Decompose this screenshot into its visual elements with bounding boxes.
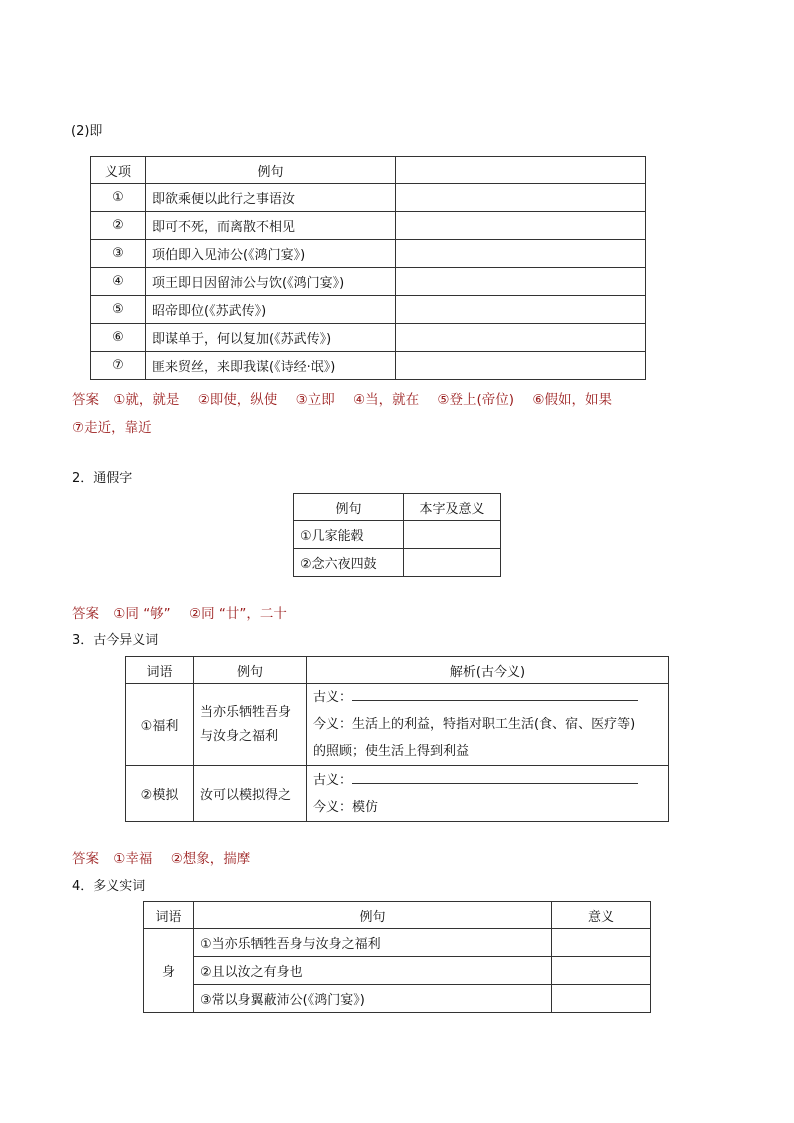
modern-line: 今义：模仿 — [313, 799, 379, 815]
row-text: ①几家能毂 — [294, 521, 404, 549]
answer-item: ⑦走近，靠近 — [72, 420, 152, 436]
analysis-cell — [307, 766, 669, 822]
answer-item: ④当，就在 — [353, 392, 420, 408]
header-ciyu: 词语 — [126, 657, 194, 684]
example-line: 当亦乐牺牲吾身 — [200, 704, 292, 720]
example-cell: 汝可以模拟得之 — [194, 766, 307, 822]
row-text: 匪来贸丝，来即我谋(《诗经·氓》) — [146, 352, 396, 380]
fill-blank[interactable] — [352, 688, 638, 701]
header-yixiang: 义项 — [91, 157, 146, 184]
answer-cell[interactable] — [396, 212, 646, 240]
row-text: 即可不死，而离散不相见 — [146, 212, 396, 240]
table-row — [91, 268, 646, 296]
answer-section3 — [72, 847, 264, 867]
answer-cell[interactable] — [552, 929, 651, 957]
header-benzi: 本字及意义 — [404, 494, 501, 521]
table-row — [91, 240, 646, 268]
answer-label: 答案 — [72, 851, 99, 867]
answer-item: ⑥假如，如果 — [532, 392, 612, 408]
answer-cell[interactable] — [552, 957, 651, 985]
table-header-row — [144, 902, 651, 929]
table-row — [294, 521, 501, 549]
table-duoyi — [143, 901, 651, 1013]
ancient-line — [313, 684, 662, 711]
answer-ji-line1 — [72, 388, 626, 408]
row-num: ④ — [91, 268, 146, 296]
header-liju: 例句 — [194, 902, 552, 929]
word-cell: ②模拟 — [126, 766, 194, 822]
answer-label: 答案 — [72, 392, 99, 408]
table-row — [91, 352, 646, 380]
table-gujin — [125, 656, 669, 822]
answer-item: ⑤登上(帝位) — [437, 392, 515, 408]
answer-item: ①同 “够” — [113, 606, 171, 622]
row-num: ② — [91, 212, 146, 240]
row-text: 项王即日因留沛公与饮(《鸿门宴》) — [146, 268, 396, 296]
row-num: ⑦ — [91, 352, 146, 380]
answer-cell[interactable] — [404, 521, 501, 549]
answer-item: ②即使，纵使 — [197, 392, 278, 408]
answer-cell[interactable] — [396, 184, 646, 212]
answer-cell[interactable] — [552, 985, 651, 1013]
header-liju: 例句 — [194, 657, 307, 684]
ancient-label: 古义： — [313, 772, 353, 788]
header-ciyu: 词语 — [144, 902, 194, 929]
header-liju: 例句 — [294, 494, 404, 521]
row-text: ②念六夜四鼓 — [294, 549, 404, 577]
table-header-row — [91, 157, 646, 184]
row-text: ③常以身翼蔽沛公(《鸿门宴》) — [194, 985, 552, 1013]
section3-heading: 3．古今异义词 — [72, 633, 159, 648]
answer-cell[interactable] — [396, 324, 646, 352]
answer-cell[interactable] — [396, 268, 646, 296]
answer-cell[interactable] — [396, 352, 646, 380]
table-row — [91, 212, 646, 240]
table-row — [144, 929, 651, 957]
answer-item: ①就，就是 — [113, 392, 180, 408]
header-blank — [396, 157, 646, 184]
ancient-label: 古义： — [313, 690, 353, 705]
table-header-row — [126, 657, 669, 684]
row-text: 项伯即入见沛公(《鸿门宴》) — [146, 240, 396, 268]
table-ji — [90, 156, 646, 380]
table-row — [144, 985, 651, 1013]
row-text: 即欲乘便以此行之事语汝 — [146, 184, 396, 212]
fill-blank[interactable] — [352, 771, 638, 784]
table-row — [294, 549, 501, 577]
row-text: 即谋单于，何以复加(《苏武传》) — [146, 324, 396, 352]
example-cell — [194, 684, 307, 766]
answer-item: ②同 “廿”，二十 — [188, 606, 287, 622]
modern-line: 的照顾；使生活上得到利益 — [313, 744, 470, 759]
section2-heading: 2．通假字 — [72, 471, 133, 486]
section4-heading: 4．多义实词 — [72, 879, 146, 894]
table-row — [126, 684, 669, 766]
row-num: ③ — [91, 240, 146, 268]
answer-label: 答案 — [72, 606, 99, 622]
table-row — [91, 184, 646, 212]
table-row — [126, 766, 669, 822]
header-liju: 例句 — [146, 157, 396, 184]
answer-item: ②想象，揣摩 — [170, 851, 251, 867]
word-cell: 身 — [144, 929, 194, 1013]
table-header-row — [294, 494, 501, 521]
header-jiexi: 解析(古今义) — [307, 657, 669, 684]
row-text: ①当亦乐牺牲吾身与汝身之福利 — [194, 929, 552, 957]
answer-section2 — [72, 602, 301, 622]
row-num: ① — [91, 184, 146, 212]
row-text: 昭帝即位(《苏武传》) — [146, 296, 396, 324]
answer-cell[interactable] — [404, 549, 501, 577]
header-yiyi: 意义 — [552, 902, 651, 929]
ancient-line — [313, 767, 662, 794]
table-tongjiazi — [293, 493, 501, 577]
row-num: ⑤ — [91, 296, 146, 324]
row-num: ⑥ — [91, 324, 146, 352]
analysis-cell — [307, 684, 669, 766]
table-row — [91, 296, 646, 324]
word-cell: ①福利 — [126, 684, 194, 766]
table-row — [91, 324, 646, 352]
row-text: ②且以汝之有身也 — [194, 957, 552, 985]
answer-cell[interactable] — [396, 296, 646, 324]
answer-item: ①幸福 — [113, 851, 153, 867]
section-ji-heading: (2)即 — [71, 124, 103, 139]
modern-line: 今义：生活上的利益，特指对职工生活(食、宿、医疗等) — [313, 717, 636, 732]
example-line: 与汝身之福利 — [200, 728, 279, 744]
answer-item: ③立即 — [295, 392, 335, 408]
answer-ji-line2 — [72, 416, 152, 436]
table-row — [144, 957, 651, 985]
answer-cell[interactable] — [396, 240, 646, 268]
